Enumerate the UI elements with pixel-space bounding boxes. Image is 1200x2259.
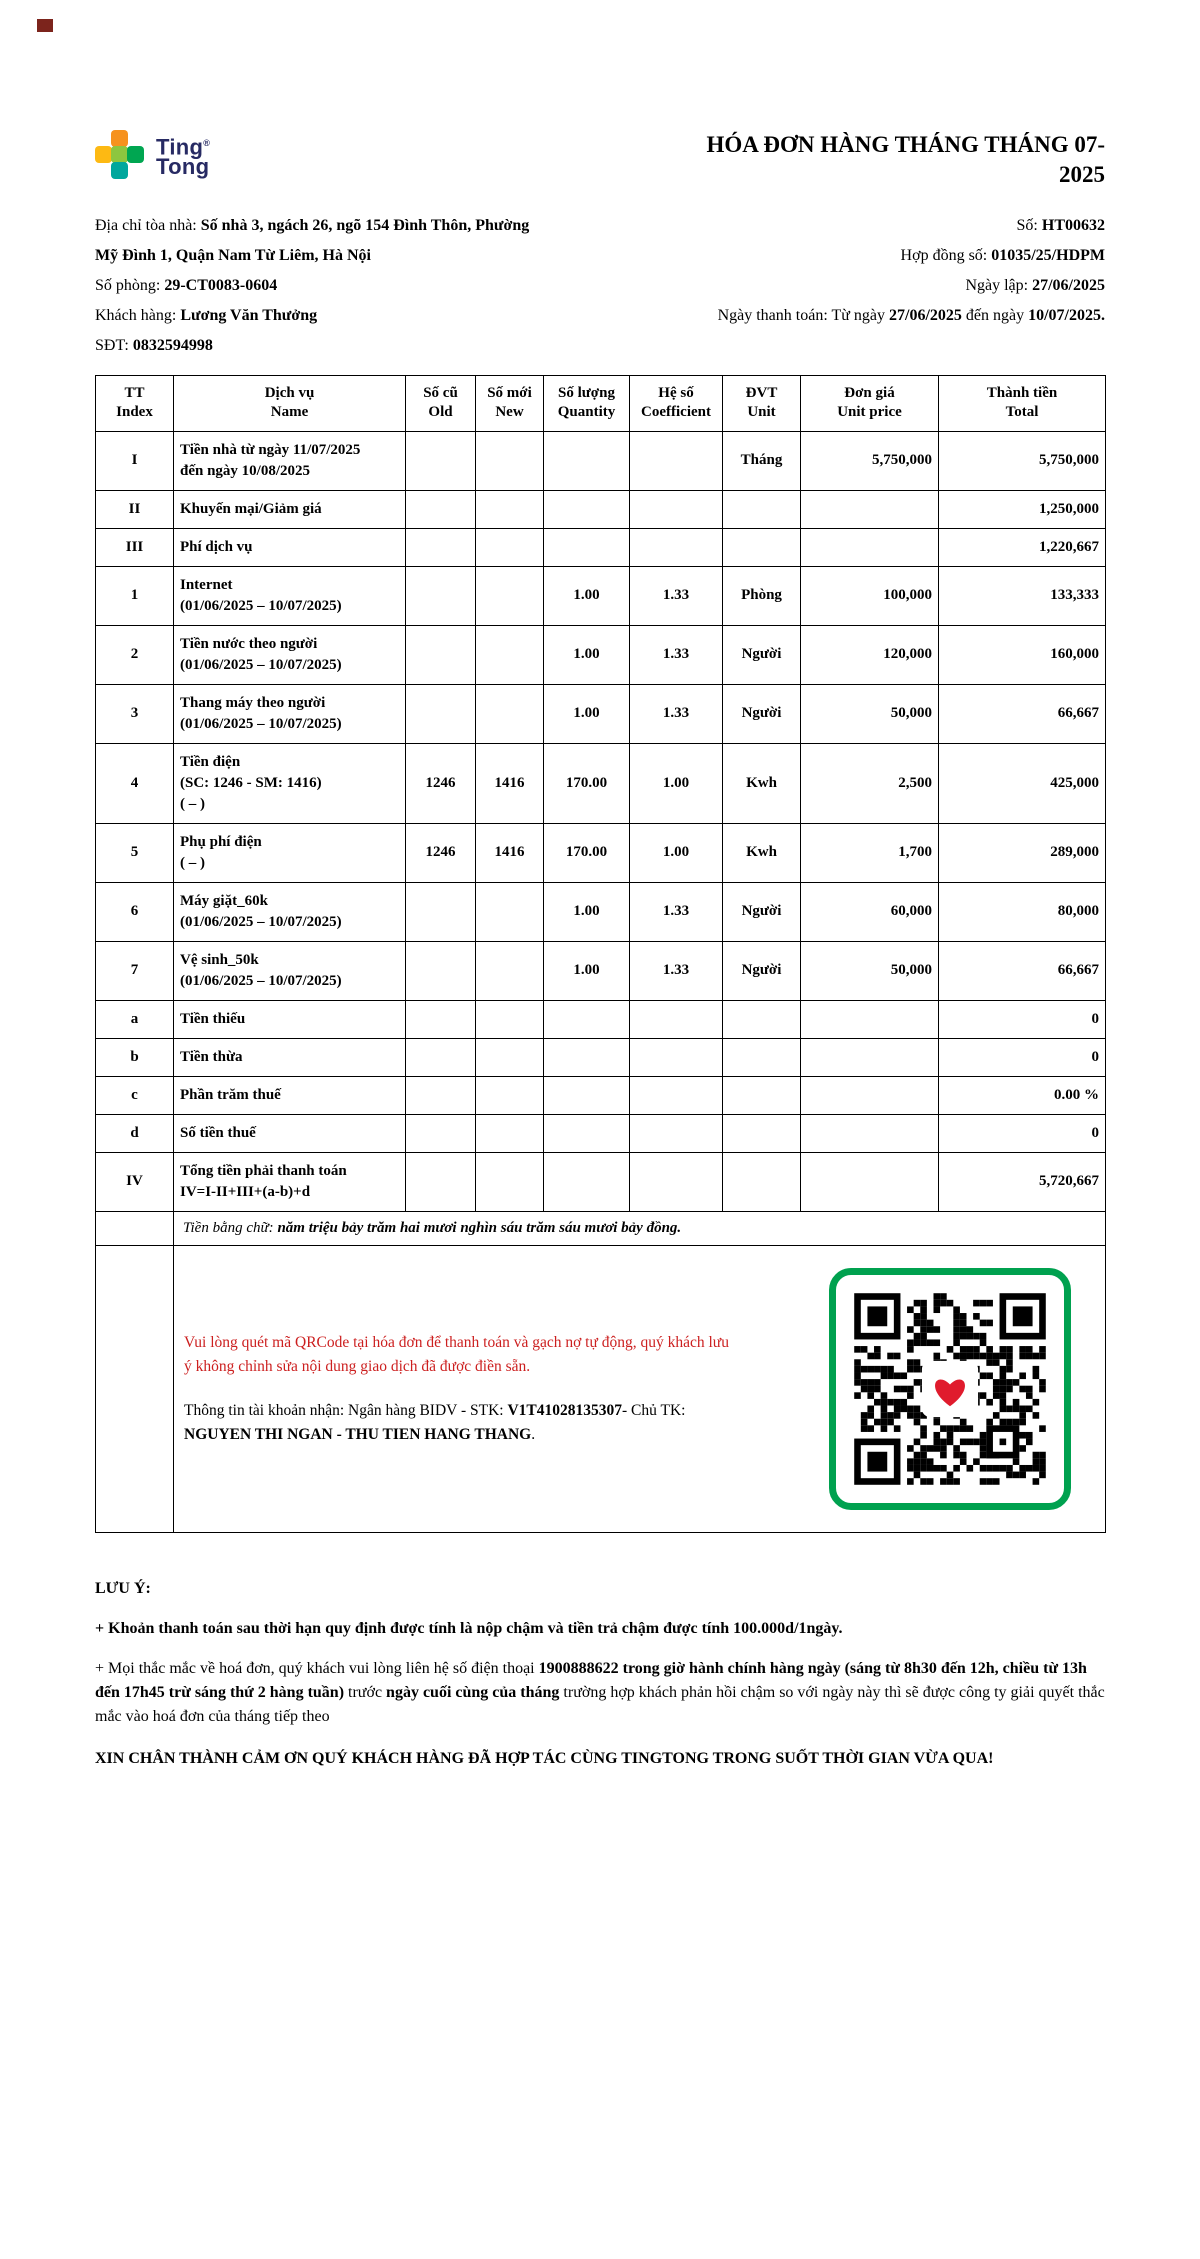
table-cell: 1,250,000 <box>939 490 1106 528</box>
table-row <box>96 941 1106 1000</box>
invoice-title-line-2: 2025 <box>1059 162 1105 188</box>
table-row <box>96 684 1106 743</box>
table-cell <box>476 941 544 1000</box>
table-cell: 2 <box>96 625 174 684</box>
table-cell: Phí dịch vụ <box>174 528 406 566</box>
table-cell <box>723 1114 801 1152</box>
account-info <box>184 1399 729 1447</box>
table-cell: 0 <box>939 1000 1106 1038</box>
table-row <box>96 566 1106 625</box>
table-cell: Người <box>723 625 801 684</box>
invoice-table-footer <box>96 1211 1106 1532</box>
payment-cell <box>174 1245 1106 1532</box>
column-header: Số mới New <box>476 375 544 431</box>
table-cell: 1.00 <box>544 566 630 625</box>
table-cell: 4 <box>96 743 174 823</box>
text-segment: Ngày lập: <box>965 276 1033 294</box>
table-cell: 1.33 <box>630 625 723 684</box>
table-cell <box>723 1076 801 1114</box>
info-line <box>661 301 1105 331</box>
notes-title: LƯU Ý: <box>95 1579 151 1597</box>
table-cell <box>801 490 939 528</box>
table-row <box>96 1076 1106 1114</box>
logo-tile-right <box>127 146 144 163</box>
table-cell <box>801 1152 939 1211</box>
table-row <box>96 882 1106 941</box>
invoice-title-line-1: HÓA ĐƠN HÀNG THÁNG THÁNG 07- <box>706 132 1105 157</box>
table-cell: 1 <box>96 566 174 625</box>
logo-tile-center <box>111 146 128 163</box>
text-segment: đến ngày <box>961 306 1029 324</box>
info-left <box>95 211 661 361</box>
text-segment: 01035/25/HDPM <box>991 246 1105 264</box>
table-cell: Khuyến mại/Giảm giá <box>174 490 406 528</box>
info-line <box>95 301 661 331</box>
table-cell: 66,667 <box>939 684 1106 743</box>
empty-cell <box>96 1245 174 1532</box>
table-cell: 1416 <box>476 743 544 823</box>
column-header: TT Index <box>96 375 174 431</box>
qr-code-frame <box>829 1268 1071 1510</box>
text-segment: NGUYEN THI NGAN - THU TIEN HANG THANG <box>184 1425 532 1443</box>
text-segment: Hợp đồng số: <box>900 246 992 264</box>
table-cell: 1.00 <box>630 823 723 882</box>
table-row <box>96 1000 1106 1038</box>
corner-artifact <box>37 19 53 32</box>
column-header: Hệ số Coefficient <box>630 375 723 431</box>
table-cell: 160,000 <box>939 625 1106 684</box>
invoice-table-head <box>96 375 1106 431</box>
table-cell: 289,000 <box>939 823 1106 882</box>
table-cell <box>630 431 723 490</box>
late-payment-note: + Khoản thanh toán sau thời hạn quy định được tính là nộp chậm và tiền trả chậm được tính 100.000d/1ngày. <box>95 1619 843 1637</box>
table-cell <box>406 528 476 566</box>
table-cell: 1.00 <box>544 684 630 743</box>
table-cell <box>406 882 476 941</box>
table-cell <box>801 1076 939 1114</box>
invoice-page <box>95 0 1105 1771</box>
table-cell <box>406 1076 476 1114</box>
text-segment: trước <box>344 1683 387 1701</box>
table-cell: Người <box>723 684 801 743</box>
invoice-info <box>95 211 1105 361</box>
table-cell: c <box>96 1076 174 1114</box>
table-cell: 3 <box>96 684 174 743</box>
table-cell: 1246 <box>406 823 476 882</box>
text-segment: Địa chỉ tòa nhà: <box>95 216 201 234</box>
text-segment: - Chủ TK: <box>622 1401 686 1419</box>
invoice-title <box>635 130 1105 191</box>
tingtong-wordmark <box>156 133 211 180</box>
invoice-table-head-row <box>96 375 1106 431</box>
table-cell <box>476 490 544 528</box>
table-cell: 425,000 <box>939 743 1106 823</box>
table-cell <box>406 431 476 490</box>
table-cell: 1246 <box>406 743 476 823</box>
registered-mark: ® <box>203 137 211 148</box>
table-cell <box>630 1038 723 1076</box>
table-row <box>96 431 1106 490</box>
table-cell: Tổng tiền phải thanh toán IV=I-II+III+(a-b)+d <box>174 1152 406 1211</box>
column-header: ĐVT Unit <box>723 375 801 431</box>
logo-tile-top <box>111 130 128 147</box>
table-cell: Người <box>723 941 801 1000</box>
table-cell: II <box>96 490 174 528</box>
table-cell <box>476 528 544 566</box>
table-cell <box>544 1000 630 1038</box>
text-segment: trường hợp khách phản hồi chậm so với ngày này thì sẽ được công ty giải quyết thắc mắc vào hoá đơn của tháng tiếp theo <box>95 1683 1105 1725</box>
table-cell: 120,000 <box>801 625 939 684</box>
table-cell: 50,000 <box>801 941 939 1000</box>
table-cell: 80,000 <box>939 882 1106 941</box>
table-cell: 1.33 <box>630 882 723 941</box>
table-row <box>96 528 1106 566</box>
table-cell: 170.00 <box>544 743 630 823</box>
text-segment: 29-CT0083-0604 <box>164 276 278 294</box>
table-cell <box>476 1038 544 1076</box>
table-cell: Thang máy theo người (01/06/2025 – 10/07/2025) <box>174 684 406 743</box>
table-cell <box>476 1114 544 1152</box>
text-segment: 27/06/2025 <box>1032 276 1105 294</box>
table-cell: d <box>96 1114 174 1152</box>
table-cell: Internet (01/06/2025 – 10/07/2025) <box>174 566 406 625</box>
table-cell: 5,750,000 <box>939 431 1106 490</box>
info-right <box>661 211 1105 361</box>
column-header: Số cũ Old <box>406 375 476 431</box>
text-segment: Khách hàng: <box>95 306 181 324</box>
table-cell: Tháng <box>723 431 801 490</box>
info-line <box>95 211 661 241</box>
table-cell <box>544 1076 630 1114</box>
table-cell <box>630 1076 723 1114</box>
table-row <box>96 1152 1106 1211</box>
logo-tile-left <box>95 146 112 163</box>
table-cell: Tiền nước theo người (01/06/2025 – 10/07/2025) <box>174 625 406 684</box>
table-cell: 5,720,667 <box>939 1152 1106 1211</box>
qr-code <box>841 1280 1059 1498</box>
table-cell <box>544 528 630 566</box>
table-cell: Tiền nhà từ ngày 11/07/2025 đến ngày 10/08/2025 <box>174 431 406 490</box>
table-cell <box>476 1000 544 1038</box>
table-cell: IV <box>96 1152 174 1211</box>
table-cell <box>406 625 476 684</box>
table-cell <box>801 1038 939 1076</box>
table-cell <box>406 490 476 528</box>
table-cell: Tiền điện (SC: 1246 - SM: 1416) ( – ) <box>174 743 406 823</box>
info-line <box>661 241 1105 271</box>
table-cell: 1416 <box>476 823 544 882</box>
text-segment: Thông tin tài khoản nhận: Ngân hàng BIDV - STK: <box>184 1401 508 1419</box>
table-row <box>96 1038 1106 1076</box>
table-cell: 50,000 <box>801 684 939 743</box>
table-cell <box>630 1114 723 1152</box>
table-cell <box>476 431 544 490</box>
text-segment: Số phòng: <box>95 276 165 294</box>
table-cell <box>801 1114 939 1152</box>
table-cell: Tiền thiếu <box>174 1000 406 1038</box>
amount-in-words-row <box>96 1211 1106 1245</box>
text-segment: + Mọi thắc mắc về hoá đơn, quý khách vui lòng liên hệ số điện thoại <box>95 1659 539 1677</box>
text-segment: Mỹ Đình 1, Quận Nam Từ Liêm, Hà Nội <box>95 246 371 264</box>
table-cell: Số tiền thuế <box>174 1114 406 1152</box>
info-line <box>95 271 661 301</box>
table-cell <box>406 941 476 1000</box>
table-cell: 2,500 <box>801 743 939 823</box>
table-cell <box>723 490 801 528</box>
table-cell <box>801 528 939 566</box>
table-cell <box>630 1152 723 1211</box>
table-cell: Kwh <box>723 743 801 823</box>
thank-you-note: XIN CHÂN THÀNH CẢM ƠN QUÝ KHÁCH HÀNG ĐÃ HỢP TÁC CÙNG TINGTONG TRONG SUỐT THỜI GIAN VỪA QUA! <box>95 1749 994 1767</box>
table-cell <box>630 1000 723 1038</box>
table-cell <box>723 1038 801 1076</box>
column-header: Thành tiền Total <box>939 375 1106 431</box>
table-cell <box>544 490 630 528</box>
text-segment: 0832594998 <box>132 336 213 354</box>
table-row <box>96 743 1106 823</box>
logo-word-tong: Tong <box>156 154 210 180</box>
table-cell: b <box>96 1038 174 1076</box>
table-cell <box>406 1038 476 1076</box>
column-header: Đơn giá Unit price <box>801 375 939 431</box>
table-cell: 6 <box>96 882 174 941</box>
table-cell: 1.33 <box>630 566 723 625</box>
table-cell: 60,000 <box>801 882 939 941</box>
table-cell <box>476 566 544 625</box>
text-segment: 10/07/2025. <box>1028 306 1105 324</box>
qr-payment-note: Vui lòng quét mã QRCode tại hóa đơn để thanh toán và gạch nợ tự động, quý khách lưu ý không chỉnh sửa nội dung giao dịch đã được điền sẵn. <box>184 1333 729 1375</box>
table-row <box>96 625 1106 684</box>
logo-word-ting: Ting <box>156 134 204 160</box>
table-cell: 5 <box>96 823 174 882</box>
text-segment: . <box>531 1425 536 1443</box>
table-cell <box>544 1152 630 1211</box>
table-cell: 133,333 <box>939 566 1106 625</box>
table-cell <box>476 625 544 684</box>
table-cell <box>406 1000 476 1038</box>
table-cell <box>544 431 630 490</box>
text-segment: Lương Văn Thưởng <box>180 306 318 324</box>
table-cell: 0.00 % <box>939 1076 1106 1114</box>
text-segment: V1T41028135307 <box>507 1401 622 1419</box>
invoice-header <box>95 130 1105 191</box>
text-segment: 1900888622 trong giờ hành chính hàng ngày (sáng từ 8h30 đến 12h, chiều từ 13h đến 17h45 trừ sáng thứ 2 hàng tuần) <box>95 1659 1087 1701</box>
notes-section <box>95 1577 1105 1771</box>
table-cell: 1.00 <box>630 743 723 823</box>
table-cell <box>476 1152 544 1211</box>
table-cell <box>476 882 544 941</box>
table-cell <box>544 1038 630 1076</box>
invoice-table <box>95 375 1106 1533</box>
payment-row <box>96 1245 1106 1532</box>
table-cell <box>406 1114 476 1152</box>
table-cell: Máy giặt_60k (01/06/2025 – 10/07/2025) <box>174 882 406 941</box>
table-cell <box>544 1114 630 1152</box>
table-cell: Tiền thừa <box>174 1038 406 1076</box>
tingtong-logo <box>95 130 210 180</box>
table-cell <box>406 684 476 743</box>
table-cell <box>406 566 476 625</box>
table-cell: 1.00 <box>544 882 630 941</box>
table-cell <box>476 684 544 743</box>
table-cell <box>476 1076 544 1114</box>
table-cell: 1,700 <box>801 823 939 882</box>
table-cell: Phòng <box>723 566 801 625</box>
text-segment: ngày cuối cùng của tháng <box>386 1683 560 1701</box>
table-cell: 7 <box>96 941 174 1000</box>
invoice-table-body <box>96 431 1106 1211</box>
hotline-note <box>95 1657 1105 1729</box>
table-cell: 1.33 <box>630 684 723 743</box>
amount-in-words-value: năm triệu bảy trăm hai mươi nghìn sáu trăm sáu mươi bảy đồng. <box>277 1219 682 1236</box>
column-header: Dịch vụ Name <box>174 375 406 431</box>
table-cell: Vệ sinh_50k (01/06/2025 – 10/07/2025) <box>174 941 406 1000</box>
table-cell: 170.00 <box>544 823 630 882</box>
table-cell: 66,667 <box>939 941 1106 1000</box>
text-segment: Số nhà 3, ngách 26, ngõ 154 Đình Thôn, Phường <box>200 216 530 234</box>
table-row <box>96 1114 1106 1152</box>
table-cell: 0 <box>939 1114 1106 1152</box>
amount-in-words-label: Tiền bằng chữ: <box>183 1219 278 1236</box>
text-segment: HT00632 <box>1041 216 1105 234</box>
table-cell <box>406 1152 476 1211</box>
table-row <box>96 823 1106 882</box>
table-cell: I <box>96 431 174 490</box>
amount-in-words-cell <box>174 1211 1106 1245</box>
text-segment: SĐT: <box>95 336 133 354</box>
table-cell <box>723 1152 801 1211</box>
empty-cell <box>96 1211 174 1245</box>
table-cell: Phụ phí điện ( – ) <box>174 823 406 882</box>
table-cell: Phần trăm thuế <box>174 1076 406 1114</box>
table-cell: Người <box>723 882 801 941</box>
info-line <box>95 331 661 361</box>
table-cell: 0 <box>939 1038 1106 1076</box>
table-cell: Kwh <box>723 823 801 882</box>
table-cell: a <box>96 1000 174 1038</box>
table-cell <box>723 528 801 566</box>
table-cell: 1.00 <box>544 625 630 684</box>
table-cell: III <box>96 528 174 566</box>
text-segment: Số: <box>1016 216 1042 234</box>
table-cell: 1,220,667 <box>939 528 1106 566</box>
table-cell <box>801 1000 939 1038</box>
info-line <box>661 271 1105 301</box>
table-cell: 1.33 <box>630 941 723 1000</box>
tingtong-logo-icon <box>95 130 145 180</box>
table-cell <box>630 490 723 528</box>
info-line <box>95 241 661 271</box>
info-line <box>661 211 1105 241</box>
table-cell: 100,000 <box>801 566 939 625</box>
table-cell <box>630 528 723 566</box>
logo-tile-bottom <box>111 162 128 179</box>
payment-instructions <box>184 1331 729 1447</box>
table-cell <box>723 1000 801 1038</box>
table-row <box>96 490 1106 528</box>
text-segment: Ngày thanh toán: Từ ngày <box>717 306 890 324</box>
table-cell: 5,750,000 <box>801 431 939 490</box>
text-segment: 27/06/2025 <box>889 306 962 324</box>
table-cell: 1.00 <box>544 941 630 1000</box>
column-header: Số lượng Quantity <box>544 375 630 431</box>
